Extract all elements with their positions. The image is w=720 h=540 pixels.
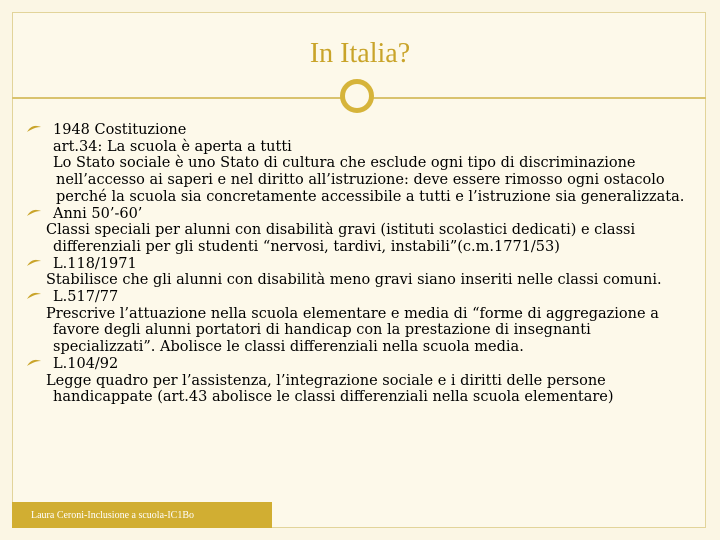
bullet-item	[26, 289, 696, 306]
slide-title: In Italia?	[309, 38, 411, 69]
bullet-text-line: differenziali per gli studenti “nervosi, tardivi, instabili”(c.m.1771/53)	[53, 238, 560, 255]
bullet-item	[26, 206, 696, 223]
bullet-text-line: perché la scuola sia concretamente accessibile a tutti e l’istruzione sia generalizzata.	[56, 188, 685, 205]
bullet-text-line: handicappate (art.43 abolisce le classi differenziali nella scuola elementare)	[53, 389, 614, 406]
bullet-text-line: favore degli alunni portatori di handicap con la prestazione di insegnanti	[53, 322, 591, 339]
bullet-item	[26, 256, 696, 273]
bullet-text-line: Lo Stato sociale è uno Stato di cultura che esclude ogni tipo di discriminazione	[53, 155, 636, 172]
bullet-item	[26, 356, 696, 373]
bullet-item	[26, 122, 696, 139]
swoosh-icon	[26, 258, 44, 270]
slide-content	[26, 122, 696, 406]
bullet-text-line: art.34: La scuola è aperta a tutti	[53, 138, 292, 155]
swoosh-icon	[26, 358, 44, 370]
bullet-heading: Anni 50’-60’	[53, 205, 143, 222]
bullet-text-line: specializzati”. Abolisce le classi differenziali nella scuola media.	[53, 339, 524, 356]
ring-ornament-icon	[340, 79, 374, 113]
footer-text: Laura Ceroni-Inclusione a scuola-IC1Bo	[31, 510, 195, 521]
bullet-text-line: Prescrive l’attuazione nella scuola elementare e media di “forme di aggregazione a	[46, 305, 659, 322]
swoosh-icon	[26, 291, 44, 303]
bullet-text-line: nell’accesso ai saperi e nel diritto all’istruzione: deve essere rimosso ogni ostacolo	[56, 172, 665, 189]
bullet-text-line: Classi speciali per alunni con disabilità gravi (istituti scolastici dedicati) e classi	[46, 222, 636, 239]
bullet-heading: L.118/1971	[53, 255, 137, 272]
bullet-heading: L.104/92	[53, 355, 119, 372]
bullet-text-line: Legge quadro per l’assistenza, l’integrazione sociale e i diritti delle persone	[46, 372, 606, 389]
swoosh-icon	[26, 208, 44, 220]
bullet-heading: 1948 Costituzione	[53, 122, 187, 138]
bullet-text-line: Stabilisce che gli alunni con disabilità meno gravi siano inseriti nelle classi comuni.	[46, 272, 662, 289]
swoosh-icon	[26, 124, 44, 136]
bullet-heading: L.517/77	[53, 289, 119, 306]
